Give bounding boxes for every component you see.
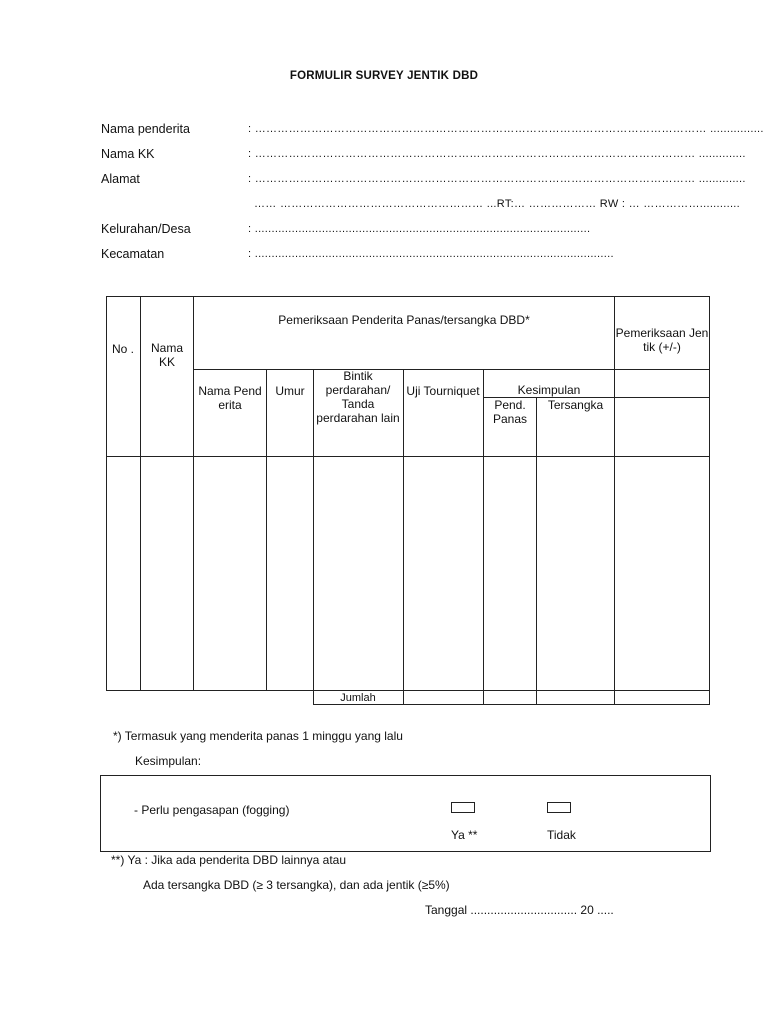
col-line	[614, 296, 615, 705]
header-pemeriksaan-penderita: Pemeriksaan Penderita Panas/tersangka DBD*	[278, 313, 530, 327]
table-border-top	[106, 296, 710, 297]
col-line	[266, 369, 267, 691]
kesimpulan-label: Kesimpulan:	[135, 754, 202, 768]
col-line	[313, 369, 314, 705]
table-body-bottom	[106, 690, 710, 691]
header-umur: Umur	[275, 384, 305, 398]
document-title: FORMULIR SURVEY JENTIK DBD	[289, 70, 479, 82]
field-label-kecamatan: Kecamatan	[101, 247, 165, 261]
footnote-2-line-2: Ada tersangka DBD (≥ 3 tersangka), dan ada jentik (≥5%)	[143, 878, 450, 892]
header-uji-tourniquet: Uji Tourniquet	[406, 384, 480, 398]
table-border-left	[106, 296, 107, 691]
field-value-nama-penderita[interactable]: : ………………………………………………………………………………………………………… ................	[248, 123, 764, 135]
jumlah-label: Jumlah	[340, 692, 376, 704]
footnote-2-line-1: **) Ya : Jika ada penderita DBD lainnya atau	[111, 853, 347, 867]
conclusion-box	[100, 775, 711, 852]
ya-checkbox[interactable]	[451, 802, 475, 813]
row-line	[106, 456, 710, 457]
fogging-item: - Perlu pengasapan (fogging)	[134, 803, 290, 817]
header-kesimpulan: Kesimpulan	[517, 383, 581, 397]
field-value-kecamatan[interactable]: : ...........................................................................................................	[248, 248, 614, 260]
row-line	[193, 369, 710, 370]
footnote-1: *) Termasuk yang menderita panas 1 minggu yang lalu	[113, 729, 403, 743]
col-line	[483, 369, 484, 705]
field-label-kelurahan: Kelurahan/Desa	[101, 222, 191, 236]
header-bintik-perdarahan: Bintik perdarahan/ Tanda perdarahan lain	[316, 369, 400, 425]
header-no: No .	[111, 342, 134, 356]
field-label-nama-kk: Nama KK	[101, 147, 155, 161]
col-line	[536, 397, 537, 705]
field-label-nama-penderita: Nama penderita	[101, 122, 190, 136]
tidak-checkbox[interactable]	[547, 802, 571, 813]
tidak-label: Tidak	[547, 828, 576, 842]
field-value-rt-rw[interactable]: …… ……………………………………………… ...RT:… ……………… RW : … ……………............	[254, 198, 741, 210]
field-value-kelurahan[interactable]: : ....................................................................................................	[248, 223, 591, 235]
col-line	[140, 296, 141, 691]
header-pend-panas: Pend. Panas	[492, 398, 528, 426]
survey-table	[106, 296, 710, 705]
header-nama-kk: Nama KK	[150, 341, 183, 369]
field-label-alamat: Alamat	[101, 172, 140, 186]
col-line	[403, 369, 404, 705]
col-line	[193, 296, 194, 691]
ya-label: Ya **	[451, 828, 478, 842]
header-nama-penderita: Nama Penderita	[198, 384, 262, 412]
field-value-alamat[interactable]: : ……………………………………………………………………………………………………… ..............	[248, 173, 746, 185]
header-tersangka: Tersangka	[547, 398, 604, 412]
header-pemeriksaan-jentik: Pemeriksaan Jentik (+/-)	[615, 326, 709, 354]
field-value-nama-kk[interactable]: : ……………………………………………………………………………………………………… ..............	[248, 148, 746, 160]
table-border-right	[709, 296, 710, 705]
tanggal-line[interactable]: Tanggal ................................ 20 .....	[425, 903, 614, 917]
